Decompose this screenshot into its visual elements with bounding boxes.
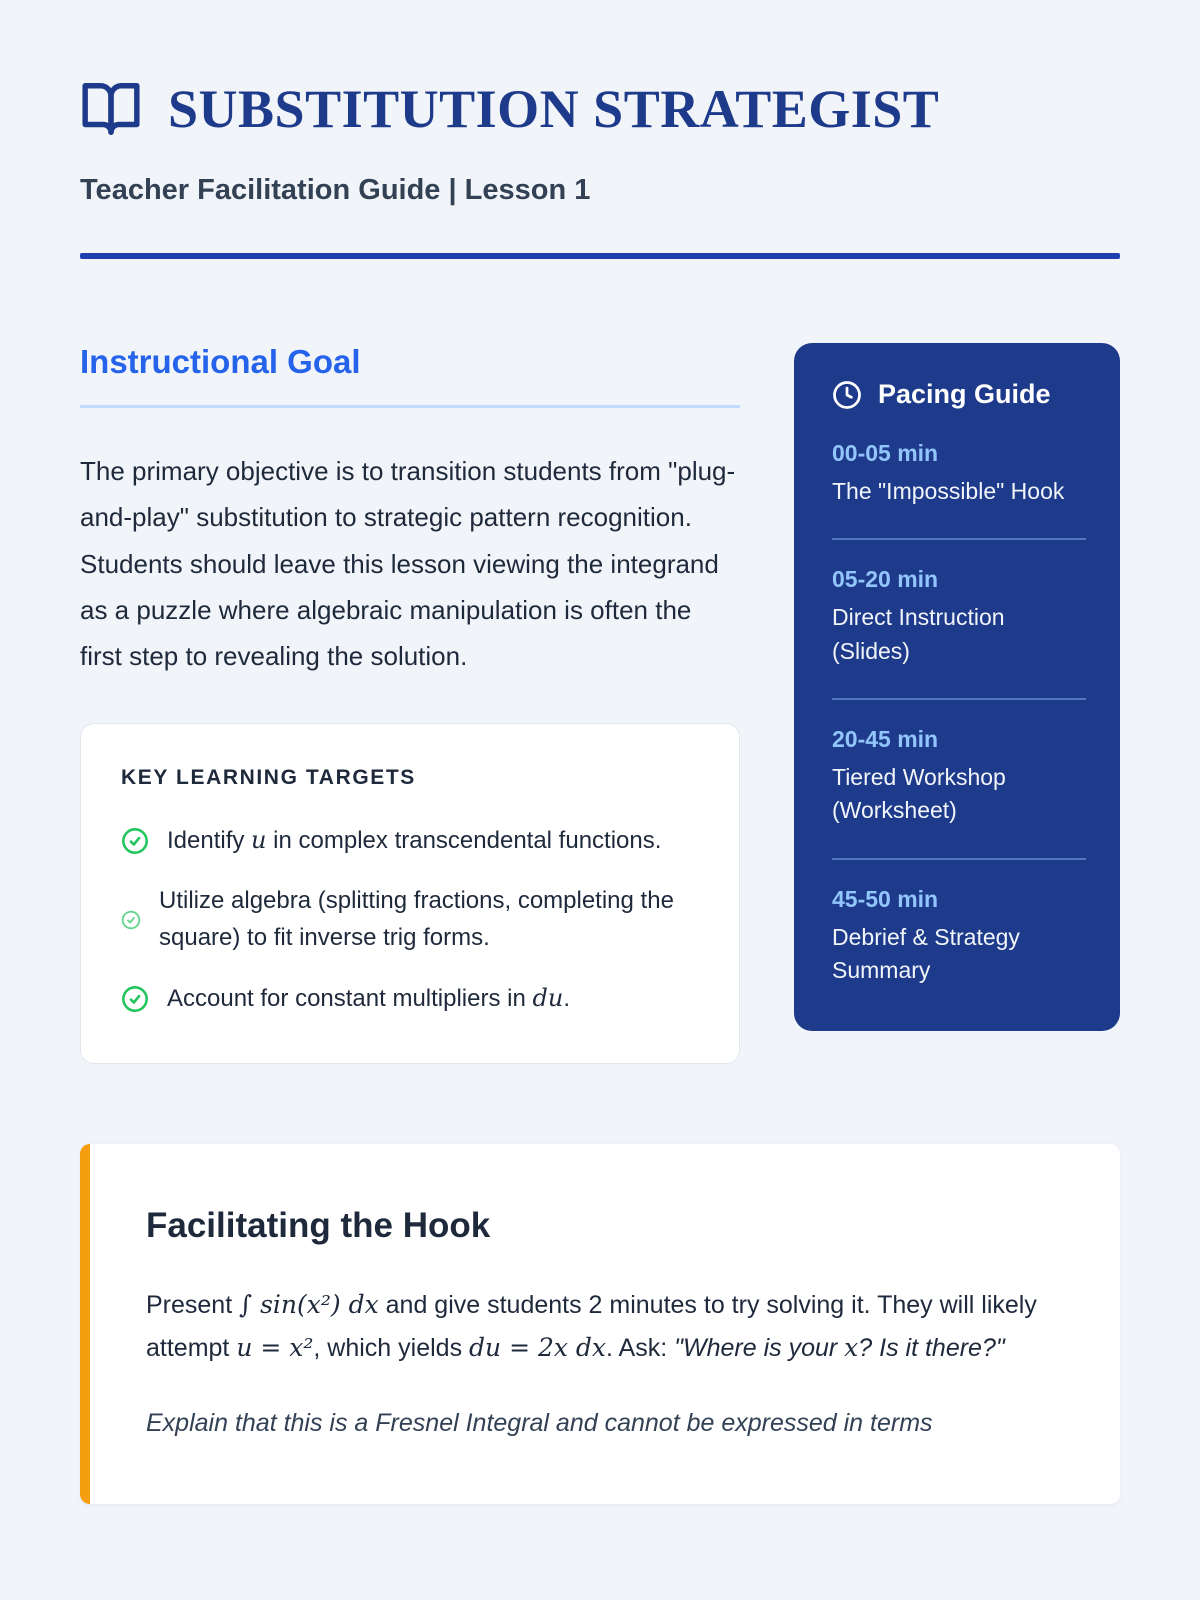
open-book-icon bbox=[80, 78, 142, 140]
math-inline: ∫ sin(x²) dx bbox=[239, 1290, 379, 1320]
pacing-guide-header bbox=[832, 379, 1086, 410]
pacing-time: 20-45 min bbox=[832, 726, 939, 753]
pacing-entry bbox=[832, 440, 1086, 508]
text-segment: Account for constant multipliers in bbox=[167, 985, 533, 1013]
pacing-entry bbox=[832, 538, 1086, 668]
math-inline: du = 2x dx bbox=[469, 1332, 607, 1362]
instructional-goal-section bbox=[80, 343, 740, 1064]
text-segment: Utilize algebra (splitting fractions, completing the square) to fit inverse trig forms. bbox=[159, 887, 674, 952]
math-inline: u = x² bbox=[236, 1332, 314, 1362]
key-targets-card bbox=[80, 723, 740, 1064]
pacing-activity: Tiered Workshop (Worksheet) bbox=[832, 764, 1006, 824]
quote-segment: ? Is it there?" bbox=[858, 1333, 1005, 1362]
text-segment: . bbox=[563, 985, 570, 1013]
pacing-guide-title: Pacing Guide bbox=[878, 379, 1051, 409]
quote-segment: "Where is your bbox=[674, 1333, 845, 1362]
check-circle-icon bbox=[121, 985, 149, 1013]
instructional-goal-paragraph: The primary objective is to transition students from "plug-and-play" substitution to strategic pattern recognition. Students should leave this lesson viewing the integrand as a puzzle where algebraic manipulation is often the first step to revealing the solution. bbox=[80, 456, 736, 672]
target-text bbox=[159, 883, 699, 956]
text-segment: in complex transcendental functions. bbox=[266, 827, 662, 855]
math-inline: x bbox=[844, 1332, 859, 1362]
key-targets-list bbox=[121, 822, 699, 1017]
pacing-activity: Direct Instruction (Slides) bbox=[832, 604, 1005, 664]
clock-icon bbox=[832, 380, 862, 410]
title-row bbox=[80, 78, 1120, 140]
page-subtitle: Teacher Facilitation Guide | Lesson 1 bbox=[80, 174, 591, 206]
hook-paragraph-2: Explain that this is a Fresnel Integral and cannot be expressed in terms bbox=[146, 1408, 933, 1437]
pacing-time: 45-50 min bbox=[832, 885, 939, 912]
pacing-time: 05-20 min bbox=[832, 566, 939, 593]
hook-heading: Facilitating the Hook bbox=[146, 1206, 491, 1246]
header-divider bbox=[80, 253, 1120, 259]
target-item bbox=[121, 822, 699, 859]
header bbox=[80, 78, 1120, 259]
check-circle-icon bbox=[121, 910, 141, 930]
text-segment: , which yields bbox=[313, 1333, 470, 1362]
main-content bbox=[80, 343, 1120, 1064]
target-text bbox=[167, 822, 661, 859]
pacing-entry bbox=[832, 858, 1086, 988]
text-segment: . Ask: bbox=[606, 1333, 675, 1362]
target-item bbox=[121, 883, 699, 956]
math-inline: u bbox=[251, 826, 267, 855]
pacing-activity: The "Impossible" Hook bbox=[832, 478, 1065, 504]
target-text bbox=[167, 980, 570, 1017]
pacing-entry bbox=[832, 698, 1086, 828]
hook-paragraph bbox=[146, 1284, 1058, 1369]
pacing-time: 00-05 min bbox=[832, 440, 939, 466]
target-item bbox=[121, 980, 699, 1017]
key-targets-heading: KEY LEARNING TARGETS bbox=[121, 766, 416, 790]
facilitating-hook-card bbox=[80, 1144, 1120, 1504]
text-segment: Present bbox=[146, 1291, 240, 1320]
check-circle-icon bbox=[121, 827, 149, 855]
pacing-activity: Debrief & Strategy Summary bbox=[832, 923, 1020, 984]
text-segment: Identify bbox=[167, 827, 252, 855]
page-title: SUBSTITUTION STRATEGIST bbox=[168, 79, 940, 139]
pacing-guide-card bbox=[794, 343, 1120, 1031]
instructional-goal-heading: Instructional Goal bbox=[80, 343, 740, 408]
text-segment: and give students 2 minutes to try solving it. They will likely attempt bbox=[146, 1291, 1037, 1362]
math-inline: du bbox=[532, 984, 564, 1013]
